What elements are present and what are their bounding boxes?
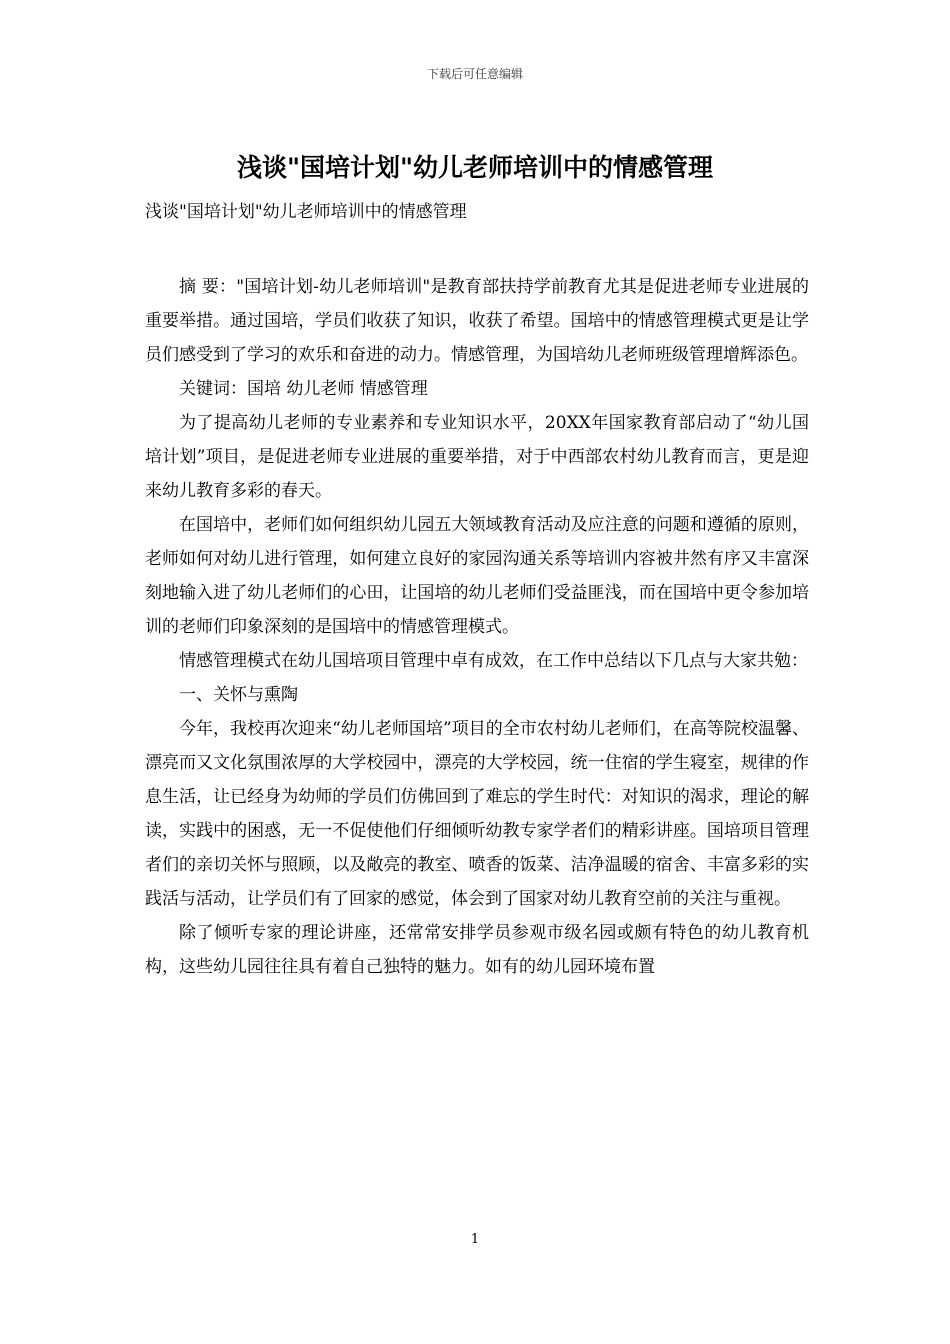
page-number: 1 (470, 1232, 480, 1247)
document-subtitle: 浅谈"国培计划"幼儿老师培训中的情感管理 (145, 202, 467, 222)
document-title: 浅谈"国培计划"幼儿老师培训中的情感管理 (236, 153, 714, 182)
body-paragraph: 今年，我校再次迎来“幼儿老师国培”项目的全市农村幼儿老师们，在高等院校温馨、漂亮而又文化氛围浓厚的大学校园中，漂亮的大学校园，统一住宿的学生寝室，规律的作息生活，让已经身为幼师的学员们仿佛回到了难忘的学生时代：对知识的渴求，理论的解读，实践中的困惑，无一不促使他们仔细倾听幼教专家学者们的精彩讲座。国培项目管理者们的亲切关怀与照顾，以及敞亮的教室、喷香的饭菜、洁净温暖的宿舍、丰富多彩的实践活与活动，让学员们有了回家的感觉，体会到了国家对幼儿教育空前的关注与重视。 (145, 719, 809, 909)
body-paragraph: 情感管理模式在幼儿国培项目管理中卓有成效，在工作中总结以下几点与大家共勉： (179, 651, 808, 671)
abstract-paragraph: 摘 要："国培计划-幼儿老师培训"是教育部扶持学前教育尤其是促进老师专业进展的重要举措。通过国培，学员们收获了知识，收获了希望。国培中的情感管理模式更是让学员们感受到了学习的欢乐和奋进的动力。情感管理，为国培幼儿老师班级管理增辉添色。 (145, 277, 809, 365)
section-heading: 一、关怀与熏陶 (179, 685, 298, 705)
body-paragraph: 为了提高幼儿老师的专业素养和专业知识水平，20XX年国家教育部启动了“幼儿国培计划”项目，是促进老师专业进展的重要举措，对于中西部农村幼儿教育而言，更是迎来幼儿教育多彩的春天。 (145, 413, 809, 501)
keywords-paragraph: 关键词：国培 幼儿老师 情感管理 (179, 379, 428, 399)
body-paragraph: 在国培中，老师们如何组织幼儿园五大领域教育活动及应注意的问题和遵循的原则，老师如何对幼儿进行管理，如何建立良好的家园沟通关系等培训内容被井然有序又丰富深刻地输入进了幼儿老师们的心田，让国培的幼儿老师们受益匪浅，而在国培中更令参加培训的老师们印象深刻的是国培中的情感管理模式。 (145, 515, 809, 637)
header-note: 下载后可任意编辑 (426, 67, 523, 81)
document-body (145, 270, 809, 984)
body-paragraph: 除了倾听专家的理论讲座，还常常安排学员参观市级名园或颇有特色的幼儿教育机构，这些幼儿园往往具有着自己独特的魅力。如有的幼儿园环境布置 (145, 923, 809, 977)
